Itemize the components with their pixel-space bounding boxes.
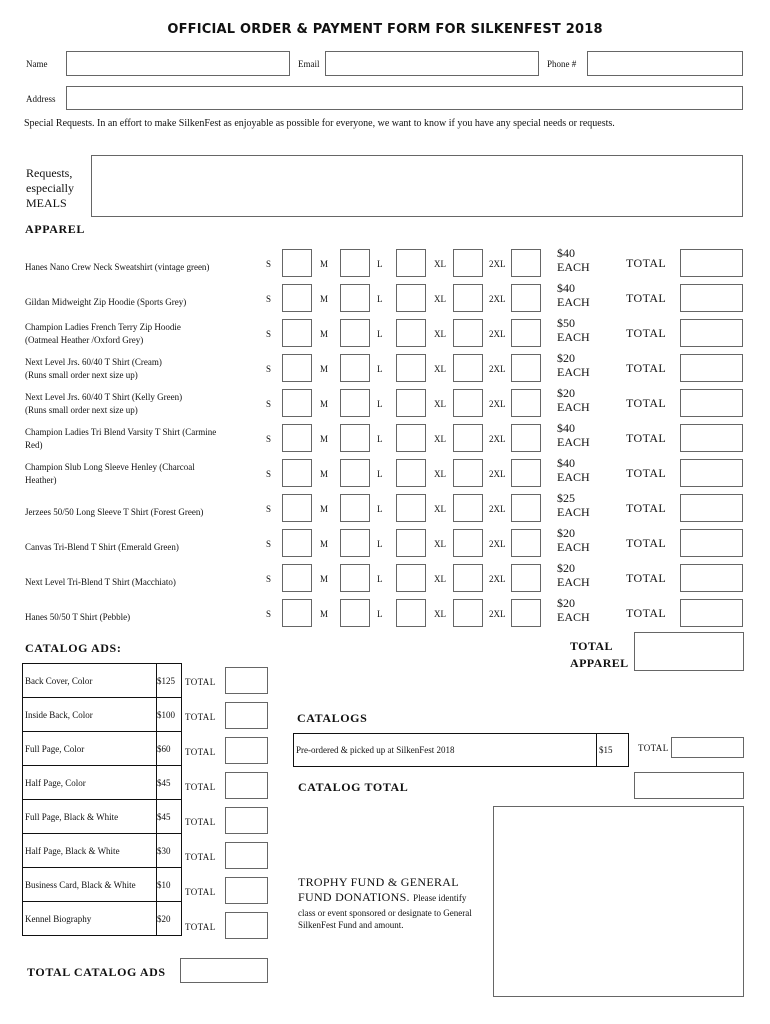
catalog-item-name: Pre-ordered & picked up at SilkenFest 2018 xyxy=(296,745,455,755)
apparel-row xyxy=(0,527,770,562)
size-label: S xyxy=(266,434,272,444)
size-qty-field[interactable] xyxy=(282,249,312,277)
size-qty-field[interactable] xyxy=(282,354,312,382)
size-label: S xyxy=(266,364,272,374)
apparel-item-name xyxy=(25,356,265,382)
apparel-row xyxy=(0,352,770,387)
size-qty-field[interactable] xyxy=(396,599,426,627)
requests-field[interactable] xyxy=(91,155,743,217)
catalog-ad-price: $45 xyxy=(157,766,182,800)
apparel-item-name xyxy=(25,426,265,452)
size-label: M xyxy=(320,504,329,514)
size-label: S xyxy=(266,504,272,514)
catalogs-heading: CATALOGS xyxy=(297,711,368,725)
apparel-total-field[interactable] xyxy=(680,284,743,312)
catalog-item-price: $15 xyxy=(599,745,613,755)
apparel-price-value: $20 xyxy=(557,526,575,540)
size-label: L xyxy=(377,434,383,444)
apparel-price-value: $40 xyxy=(557,281,575,295)
catalog-ad-row xyxy=(23,868,182,902)
catalog-ad-total-field[interactable] xyxy=(225,702,268,729)
size-label: S xyxy=(266,574,272,584)
catalog-ad-price: $10 xyxy=(157,868,182,902)
size-qty-field[interactable] xyxy=(453,564,483,592)
catalog-ad-row xyxy=(23,698,182,732)
size-label: S xyxy=(266,539,272,549)
catalog-ad-name: Half Page, Black & White xyxy=(23,834,157,868)
catalog-total-label: CATALOG TOTAL xyxy=(298,780,409,794)
requests-label-line: especially xyxy=(26,181,74,195)
total-apparel-field[interactable] xyxy=(634,632,744,671)
size-qty-field[interactable] xyxy=(282,389,312,417)
apparel-row xyxy=(0,562,770,597)
requests-label xyxy=(26,166,74,211)
apparel-price-value: $25 xyxy=(557,491,575,505)
apparel-price-value: $40 xyxy=(557,456,575,470)
apparel-price-unit: EACH xyxy=(557,610,590,624)
size-label: M xyxy=(320,259,329,269)
size-qty-field[interactable] xyxy=(453,494,483,522)
requests-label-line: MEALS xyxy=(26,196,67,210)
size-qty-field[interactable] xyxy=(396,389,426,417)
catalog-ad-total-label: TOTAL xyxy=(185,887,216,897)
size-qty-field[interactable] xyxy=(396,354,426,382)
size-label: 2XL xyxy=(489,364,506,374)
apparel-total-field[interactable] xyxy=(680,319,743,347)
apparel-price-unit: EACH xyxy=(557,365,590,379)
apparel-row xyxy=(0,422,770,457)
catalog-ad-total-field[interactable] xyxy=(225,842,268,869)
size-qty-field[interactable] xyxy=(282,564,312,592)
apparel-heading: APPAREL xyxy=(25,222,85,236)
total-apparel-label-line: TOTAL xyxy=(570,639,613,653)
apparel-row xyxy=(0,457,770,492)
size-qty-field[interactable] xyxy=(396,424,426,452)
apparel-total-label: TOTAL xyxy=(626,361,667,375)
size-label: 2XL xyxy=(489,539,506,549)
apparel-row xyxy=(0,282,770,317)
size-qty-field[interactable] xyxy=(282,494,312,522)
email-label: Email xyxy=(298,59,320,69)
size-qty-field[interactable] xyxy=(340,424,370,452)
catalog-ad-price: $60 xyxy=(157,732,182,766)
catalog-ad-price: $100 xyxy=(157,698,182,732)
apparel-item-name xyxy=(25,261,265,274)
size-label: L xyxy=(377,609,383,619)
size-label: 2XL xyxy=(489,294,506,304)
catalog-ad-row xyxy=(23,664,182,698)
apparel-price xyxy=(557,491,590,519)
catalog-ad-total-field[interactable] xyxy=(225,912,268,939)
apparel-price-unit: EACH xyxy=(557,260,590,274)
special-requests-text: Special Requests. In an effort to make SilkenFest as enjoyable as possible for everyone, we want to know if you have any special needs or requests. xyxy=(24,118,615,129)
size-qty-field[interactable] xyxy=(453,529,483,557)
size-label: M xyxy=(320,294,329,304)
catalog-ad-total-label: TOTAL xyxy=(185,922,216,932)
apparel-row xyxy=(0,317,770,352)
apparel-item-name xyxy=(25,391,265,417)
size-qty-field[interactable] xyxy=(453,459,483,487)
size-label: M xyxy=(320,434,329,444)
size-label: 2XL xyxy=(489,259,506,269)
apparel-total-field[interactable] xyxy=(680,459,743,487)
size-label: L xyxy=(377,539,383,549)
size-qty-field[interactable] xyxy=(282,284,312,312)
apparel-item-line: Gildan Midweight Zip Hoodie (Sports Grey) xyxy=(25,297,187,307)
size-qty-field[interactable] xyxy=(511,459,541,487)
apparel-item-line: (Oatmeal Heather /Oxford Grey) xyxy=(25,335,144,345)
size-label: S xyxy=(266,329,272,339)
apparel-price-value: $50 xyxy=(557,316,575,330)
size-label: XL xyxy=(434,434,446,444)
catalog-total-label-small: TOTAL xyxy=(638,743,669,753)
size-label: L xyxy=(377,574,383,584)
size-label: XL xyxy=(434,259,446,269)
size-label: M xyxy=(320,329,329,339)
size-label: M xyxy=(320,609,329,619)
trophy-heading xyxy=(298,875,466,906)
size-qty-field[interactable] xyxy=(511,284,541,312)
apparel-item-line: Red) xyxy=(25,440,43,450)
size-qty-field[interactable] xyxy=(511,249,541,277)
trophy-note-line: SilkenFest Fund and amount. xyxy=(298,920,404,930)
size-qty-field[interactable] xyxy=(511,354,541,382)
apparel-price-unit: EACH xyxy=(557,435,590,449)
size-qty-field[interactable] xyxy=(453,354,483,382)
apparel-price-value: $20 xyxy=(557,561,575,575)
size-label: M xyxy=(320,539,329,549)
requests-label-line: Requests, xyxy=(26,166,73,180)
catalog-ad-total-field[interactable] xyxy=(225,877,268,904)
size-label: 2XL xyxy=(489,434,506,444)
size-label: S xyxy=(266,469,272,479)
size-qty-field[interactable] xyxy=(396,459,426,487)
form-title: OFFICIAL ORDER & PAYMENT FORM FOR SILKENFEST 2018 xyxy=(167,22,603,37)
size-qty-field[interactable] xyxy=(511,599,541,627)
size-qty-field[interactable] xyxy=(340,319,370,347)
apparel-price-unit: EACH xyxy=(557,470,590,484)
size-qty-field[interactable] xyxy=(340,494,370,522)
catalog-row-total-field[interactable] xyxy=(671,737,744,758)
apparel-item-line: Next Level Tri-Blend T Shirt (Macchiato) xyxy=(25,577,176,587)
size-qty-field[interactable] xyxy=(511,319,541,347)
catalog-ads-heading: CATALOG ADS: xyxy=(25,641,122,655)
size-qty-field[interactable] xyxy=(282,424,312,452)
apparel-price-unit: EACH xyxy=(557,575,590,589)
apparel-item-line: (Runs small order next size up) xyxy=(25,405,138,415)
apparel-item-name xyxy=(25,296,265,309)
catalog-ad-row xyxy=(23,732,182,766)
apparel-total-label: TOTAL xyxy=(626,536,667,550)
catalog-ad-row xyxy=(23,766,182,800)
total-catalog-ads-field[interactable] xyxy=(180,958,268,983)
apparel-price-value: $20 xyxy=(557,596,575,610)
apparel-total-label: TOTAL xyxy=(626,466,667,480)
catalog-ad-total-label: TOTAL xyxy=(185,782,216,792)
apparel-price-value: $20 xyxy=(557,386,575,400)
apparel-total-label: TOTAL xyxy=(626,291,667,305)
trophy-donation-field[interactable] xyxy=(493,806,744,997)
trophy-note xyxy=(298,907,472,931)
size-qty-field[interactable] xyxy=(511,424,541,452)
size-qty-field[interactable] xyxy=(511,529,541,557)
catalog-ad-price: $30 xyxy=(157,834,182,868)
apparel-price xyxy=(557,421,590,449)
size-label: L xyxy=(377,364,383,374)
catalog-ad-name: Full Page, Color xyxy=(23,732,157,766)
catalog-item-row xyxy=(293,733,629,767)
size-label: XL xyxy=(434,294,446,304)
size-label: S xyxy=(266,259,272,269)
apparel-total-label: TOTAL xyxy=(626,396,667,410)
size-label: 2XL xyxy=(489,574,506,584)
apparel-price-unit: EACH xyxy=(557,295,590,309)
catalog-ad-name: Inside Back, Color xyxy=(23,698,157,732)
phone-field[interactable] xyxy=(587,51,743,76)
size-qty-field[interactable] xyxy=(282,459,312,487)
catalog-ad-total-field[interactable] xyxy=(225,772,268,799)
apparel-price-unit: EACH xyxy=(557,540,590,554)
apparel-total-field[interactable] xyxy=(680,494,743,522)
size-qty-field[interactable] xyxy=(453,319,483,347)
size-label: XL xyxy=(434,399,446,409)
catalog-ad-total-label: TOTAL xyxy=(185,817,216,827)
apparel-total-label: TOTAL xyxy=(626,501,667,515)
catalog-ad-price: $20 xyxy=(157,902,182,936)
catalog-ad-price: $125 xyxy=(157,664,182,698)
size-label: M xyxy=(320,364,329,374)
size-qty-field[interactable] xyxy=(453,424,483,452)
apparel-row xyxy=(0,492,770,527)
trophy-note-line: class or event sponsored or designate to General xyxy=(298,908,472,918)
size-label: L xyxy=(377,294,383,304)
size-qty-field[interactable] xyxy=(340,354,370,382)
apparel-total-label: TOTAL xyxy=(626,256,667,270)
catalog-ad-price: $45 xyxy=(157,800,182,834)
catalog-total-field[interactable] xyxy=(634,772,744,799)
size-label: M xyxy=(320,574,329,584)
apparel-total-label: TOTAL xyxy=(626,431,667,445)
size-qty-field[interactable] xyxy=(396,564,426,592)
catalog-ad-name: Half Page, Color xyxy=(23,766,157,800)
catalog-ad-total-field[interactable] xyxy=(225,807,268,834)
size-qty-field[interactable] xyxy=(453,389,483,417)
apparel-price xyxy=(557,246,590,274)
apparel-item-name xyxy=(25,461,265,487)
catalog-ad-row xyxy=(23,902,182,936)
apparel-price xyxy=(557,596,590,624)
apparel-total-field[interactable] xyxy=(680,529,743,557)
catalog-ad-name: Full Page, Black & White xyxy=(23,800,157,834)
size-label: XL xyxy=(434,364,446,374)
apparel-price-unit: EACH xyxy=(557,330,590,344)
apparel-price xyxy=(557,281,590,309)
apparel-price-value: $40 xyxy=(557,421,575,435)
apparel-item-line: Hanes 50/50 T Shirt (Pebble) xyxy=(25,612,131,622)
catalog-ad-total-label: TOTAL xyxy=(185,747,216,757)
apparel-item-name xyxy=(25,321,265,347)
name-field[interactable] xyxy=(66,51,290,76)
total-apparel-label-line: APPAREL xyxy=(570,656,629,670)
size-label: S xyxy=(266,399,272,409)
trophy-note-line: Please identify xyxy=(413,893,467,903)
catalog-ad-total-field[interactable] xyxy=(225,737,268,764)
size-qty-field[interactable] xyxy=(396,529,426,557)
apparel-total-field[interactable] xyxy=(680,424,743,452)
apparel-total-field[interactable] xyxy=(680,354,743,382)
total-catalog-ads-label: TOTAL CATALOG ADS xyxy=(27,965,166,979)
size-label: 2XL xyxy=(489,329,506,339)
size-label: XL xyxy=(434,469,446,479)
size-qty-field[interactable] xyxy=(340,249,370,277)
apparel-item-line: Champion Slub Long Sleeve Henley (Charcoal xyxy=(25,462,195,472)
address-label: Address xyxy=(26,94,56,104)
apparel-price xyxy=(557,386,590,414)
size-label: 2XL xyxy=(489,399,506,409)
size-label: L xyxy=(377,399,383,409)
size-label: 2XL xyxy=(489,469,506,479)
address-field[interactable] xyxy=(66,86,743,110)
catalog-ads-table xyxy=(22,663,182,936)
size-label: L xyxy=(377,504,383,514)
catalog-ad-name: Back Cover, Color xyxy=(23,664,157,698)
size-label: S xyxy=(266,294,272,304)
size-label: XL xyxy=(434,609,446,619)
apparel-total-label: TOTAL xyxy=(626,571,667,585)
size-qty-field[interactable] xyxy=(340,459,370,487)
apparel-price-value: $40 xyxy=(557,246,575,260)
apparel-item-name xyxy=(25,541,265,554)
apparel-item-name xyxy=(25,611,265,624)
size-qty-field[interactable] xyxy=(282,319,312,347)
size-label: 2XL xyxy=(489,504,506,514)
catalog-ad-row xyxy=(23,800,182,834)
apparel-item-name xyxy=(25,576,265,589)
apparel-item-line: (Runs small order next size up) xyxy=(25,370,138,380)
size-qty-field[interactable] xyxy=(282,529,312,557)
total-apparel-label xyxy=(570,638,629,672)
apparel-row xyxy=(0,387,770,422)
apparel-item-line: Next Level Jrs. 60/40 T Shirt (Kelly Green) xyxy=(25,392,183,402)
size-qty-field[interactable] xyxy=(396,494,426,522)
name-label: Name xyxy=(26,59,48,69)
size-qty-field[interactable] xyxy=(453,599,483,627)
apparel-price-unit: EACH xyxy=(557,505,590,519)
size-qty-field[interactable] xyxy=(396,284,426,312)
catalog-ad-total-label: TOTAL xyxy=(185,852,216,862)
size-label: XL xyxy=(434,504,446,514)
size-qty-field[interactable] xyxy=(511,564,541,592)
apparel-item-name xyxy=(25,506,265,519)
apparel-item-line: Hanes Nano Crew Neck Sweatshirt (vintage green) xyxy=(25,262,210,272)
apparel-price-unit: EACH xyxy=(557,400,590,414)
trophy-heading-line: TROPHY FUND & GENERAL xyxy=(298,875,459,889)
size-label: XL xyxy=(434,574,446,584)
apparel-item-line: Champion Ladies French Terry Zip Hoodie xyxy=(25,322,181,332)
size-qty-field[interactable] xyxy=(396,319,426,347)
size-label: XL xyxy=(434,539,446,549)
catalog-ad-row xyxy=(23,834,182,868)
phone-label: Phone # xyxy=(547,59,577,69)
apparel-row xyxy=(0,247,770,282)
apparel-total-label: TOTAL xyxy=(626,326,667,340)
apparel-item-line: Canvas Tri-Blend T Shirt (Emerald Green) xyxy=(25,542,179,552)
apparel-price xyxy=(557,561,590,589)
catalog-ad-total-field[interactable] xyxy=(225,667,268,694)
apparel-item-line: Heather) xyxy=(25,475,57,485)
size-qty-field[interactable] xyxy=(340,284,370,312)
size-qty-field[interactable] xyxy=(396,249,426,277)
size-label: XL xyxy=(434,329,446,339)
apparel-price-value: $20 xyxy=(557,351,575,365)
apparel-total-label: TOTAL xyxy=(626,606,667,620)
size-qty-field[interactable] xyxy=(340,599,370,627)
size-label: 2XL xyxy=(489,609,506,619)
apparel-item-line: Jerzees 50/50 Long Sleeve T Shirt (Forest Green) xyxy=(25,507,204,517)
size-label: M xyxy=(320,399,329,409)
apparel-price xyxy=(557,526,590,554)
size-label: L xyxy=(377,259,383,269)
size-qty-field[interactable] xyxy=(282,599,312,627)
apparel-row xyxy=(0,597,770,632)
size-label: M xyxy=(320,469,329,479)
apparel-total-field[interactable] xyxy=(680,564,743,592)
email-field[interactable] xyxy=(325,51,539,76)
apparel-total-field[interactable] xyxy=(680,249,743,277)
size-qty-field[interactable] xyxy=(511,494,541,522)
size-label: S xyxy=(266,609,272,619)
size-qty-field[interactable] xyxy=(340,529,370,557)
apparel-price xyxy=(557,456,590,484)
catalog-ad-name: Business Card, Black & White xyxy=(23,868,157,902)
size-qty-field[interactable] xyxy=(511,389,541,417)
trophy-heading-line: FUND DONATIONS. xyxy=(298,890,410,904)
catalog-ad-total-label: TOTAL xyxy=(185,677,216,687)
size-label: L xyxy=(377,329,383,339)
apparel-total-field[interactable] xyxy=(680,389,743,417)
apparel-price xyxy=(557,351,590,379)
apparel-total-field[interactable] xyxy=(680,599,743,627)
size-label: L xyxy=(377,469,383,479)
size-qty-field[interactable] xyxy=(340,389,370,417)
apparel-item-line: Champion Ladies Tri Blend Varsity T Shirt (Carmine xyxy=(25,427,217,437)
catalog-ad-name: Kennel Biography xyxy=(23,902,157,936)
size-qty-field[interactable] xyxy=(340,564,370,592)
size-qty-field[interactable] xyxy=(453,284,483,312)
catalog-item-divider xyxy=(596,734,597,766)
size-qty-field[interactable] xyxy=(453,249,483,277)
catalog-ad-total-label: TOTAL xyxy=(185,712,216,722)
apparel-price xyxy=(557,316,590,344)
apparel-item-line: Next Level Jrs. 60/40 T Shirt (Cream) xyxy=(25,357,162,367)
